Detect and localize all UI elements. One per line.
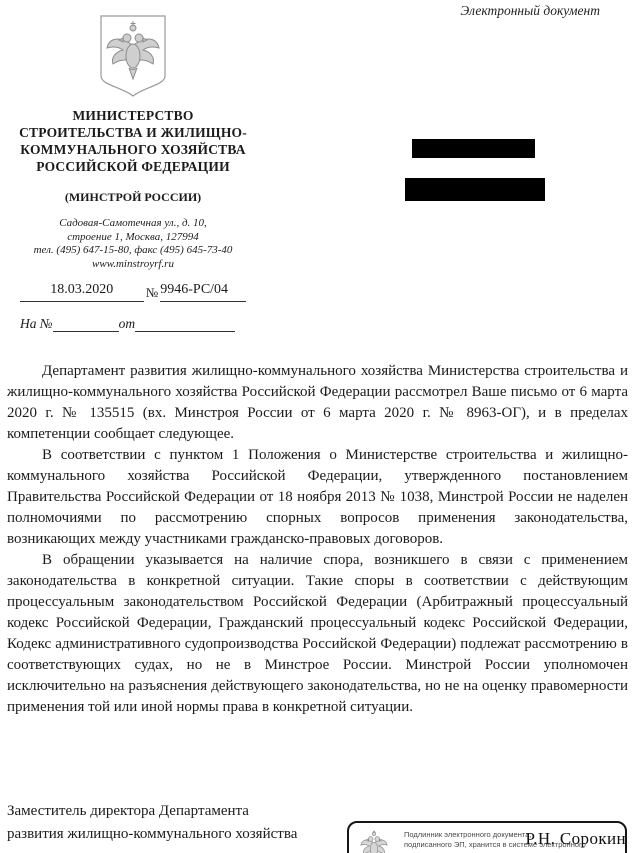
ministry-name-line: МИНИСТЕРСТВО xyxy=(72,108,194,123)
redacted-addressee-block xyxy=(412,139,535,158)
signer-title-line: Заместитель директора Департамента xyxy=(7,803,249,819)
address-line: строение 1, Москва, 127994 xyxy=(67,230,199,243)
reply-from-label: от xyxy=(118,316,136,331)
ministry-name-line: СТРОИТЕЛЬСТВА И ЖИЛИЩНО- xyxy=(19,125,247,140)
reply-prefix-label: На № xyxy=(20,316,53,331)
letter-number: 9946-РС/04 xyxy=(160,282,246,302)
ministry-name xyxy=(0,107,266,175)
reply-number-blank xyxy=(53,315,119,332)
signer-name: Р.Н. Сорокин xyxy=(525,829,626,848)
russia-coat-of-arms-icon xyxy=(99,14,167,98)
stamp-text-line: подписанного ЭП, хранится в системе электронного xyxy=(404,840,586,849)
body-paragraph: В соответствии с пунктом 1 Положения о Министерстве строительства и жилищно-коммунального хозяйства Российской Федерации, утвержденного постановлением Правительства Российской Федерации от 18 ноября 2013 № 1038, Минстрой России не наделен полномочиями по рассмотрению спорных вопросов применения законодательства, возникающих между участниками гражданско-правовых договоров. xyxy=(7,447,628,547)
stamp-text-line: Подлинник электронного документа, xyxy=(404,830,532,839)
body-paragraph: Департамент развития жилищно-коммунального хозяйства Министерства строительства и жилищно-коммунального хозяйства Российской Федерации рассмотрел Ваше письмо от 6 марта 2020 г. № 135515 (вх. Минстроя России от 6 марта 2020 г. № 8963-ОГ), и в пределах компетенции сообщает следующее. xyxy=(7,363,628,442)
reply-date-blank xyxy=(135,315,235,332)
ministry-address xyxy=(0,217,266,271)
letter-body xyxy=(7,361,628,718)
address-line: Садовая-Самотечная ул., д. 10, xyxy=(59,217,207,229)
reply-reference-row xyxy=(20,315,266,332)
letter-date: 18.03.2020 xyxy=(20,282,144,302)
ministry-short-name: (МИНСТРОЙ РОССИИ) xyxy=(64,190,202,204)
ministry-name-line: РОССИЙСКОЙ ФЕДЕРАЦИИ xyxy=(36,159,230,174)
stamp-coat-of-arms-icon xyxy=(358,827,390,853)
redacted-addressee-block xyxy=(405,178,545,201)
body-paragraph: В обращении указывается на наличие спора, возникшего в связи с применением законодательства в конкретной ситуации. Такие споры в соответствии с действующим процессуальным законодательством Российской Федерации (Арбитражный процессуальный кодекс Российской Федерации, Гражданский процессуальный кодекс Российской Федерации, Кодекс административного судопроизводства Российской Федерации) подлежат рассмотрению в соответствующих судах, но не в Минстрое России. Минстрой России уполномочен исключительно на разъяснения действующего законодательства, но не на оценку правомерности применения той или иной нормы права в конкретной ситуации. xyxy=(7,552,628,715)
signer-title-line: развития жилищно-коммунального хозяйства xyxy=(7,825,298,842)
signer-title xyxy=(7,800,297,845)
electronic-document-note: Электронный документ xyxy=(460,3,600,18)
ministry-name-line: КОММУНАЛЬНОГО ХОЗЯЙСТВА xyxy=(20,142,246,157)
date-number-row xyxy=(0,282,266,302)
address-line: тел. (495) 647-15-80, факс (495) 645-73-40 xyxy=(33,244,233,256)
number-sign: № xyxy=(145,285,159,300)
letterhead xyxy=(0,14,266,332)
website-link: www.minstroyrf.ru xyxy=(92,257,174,270)
